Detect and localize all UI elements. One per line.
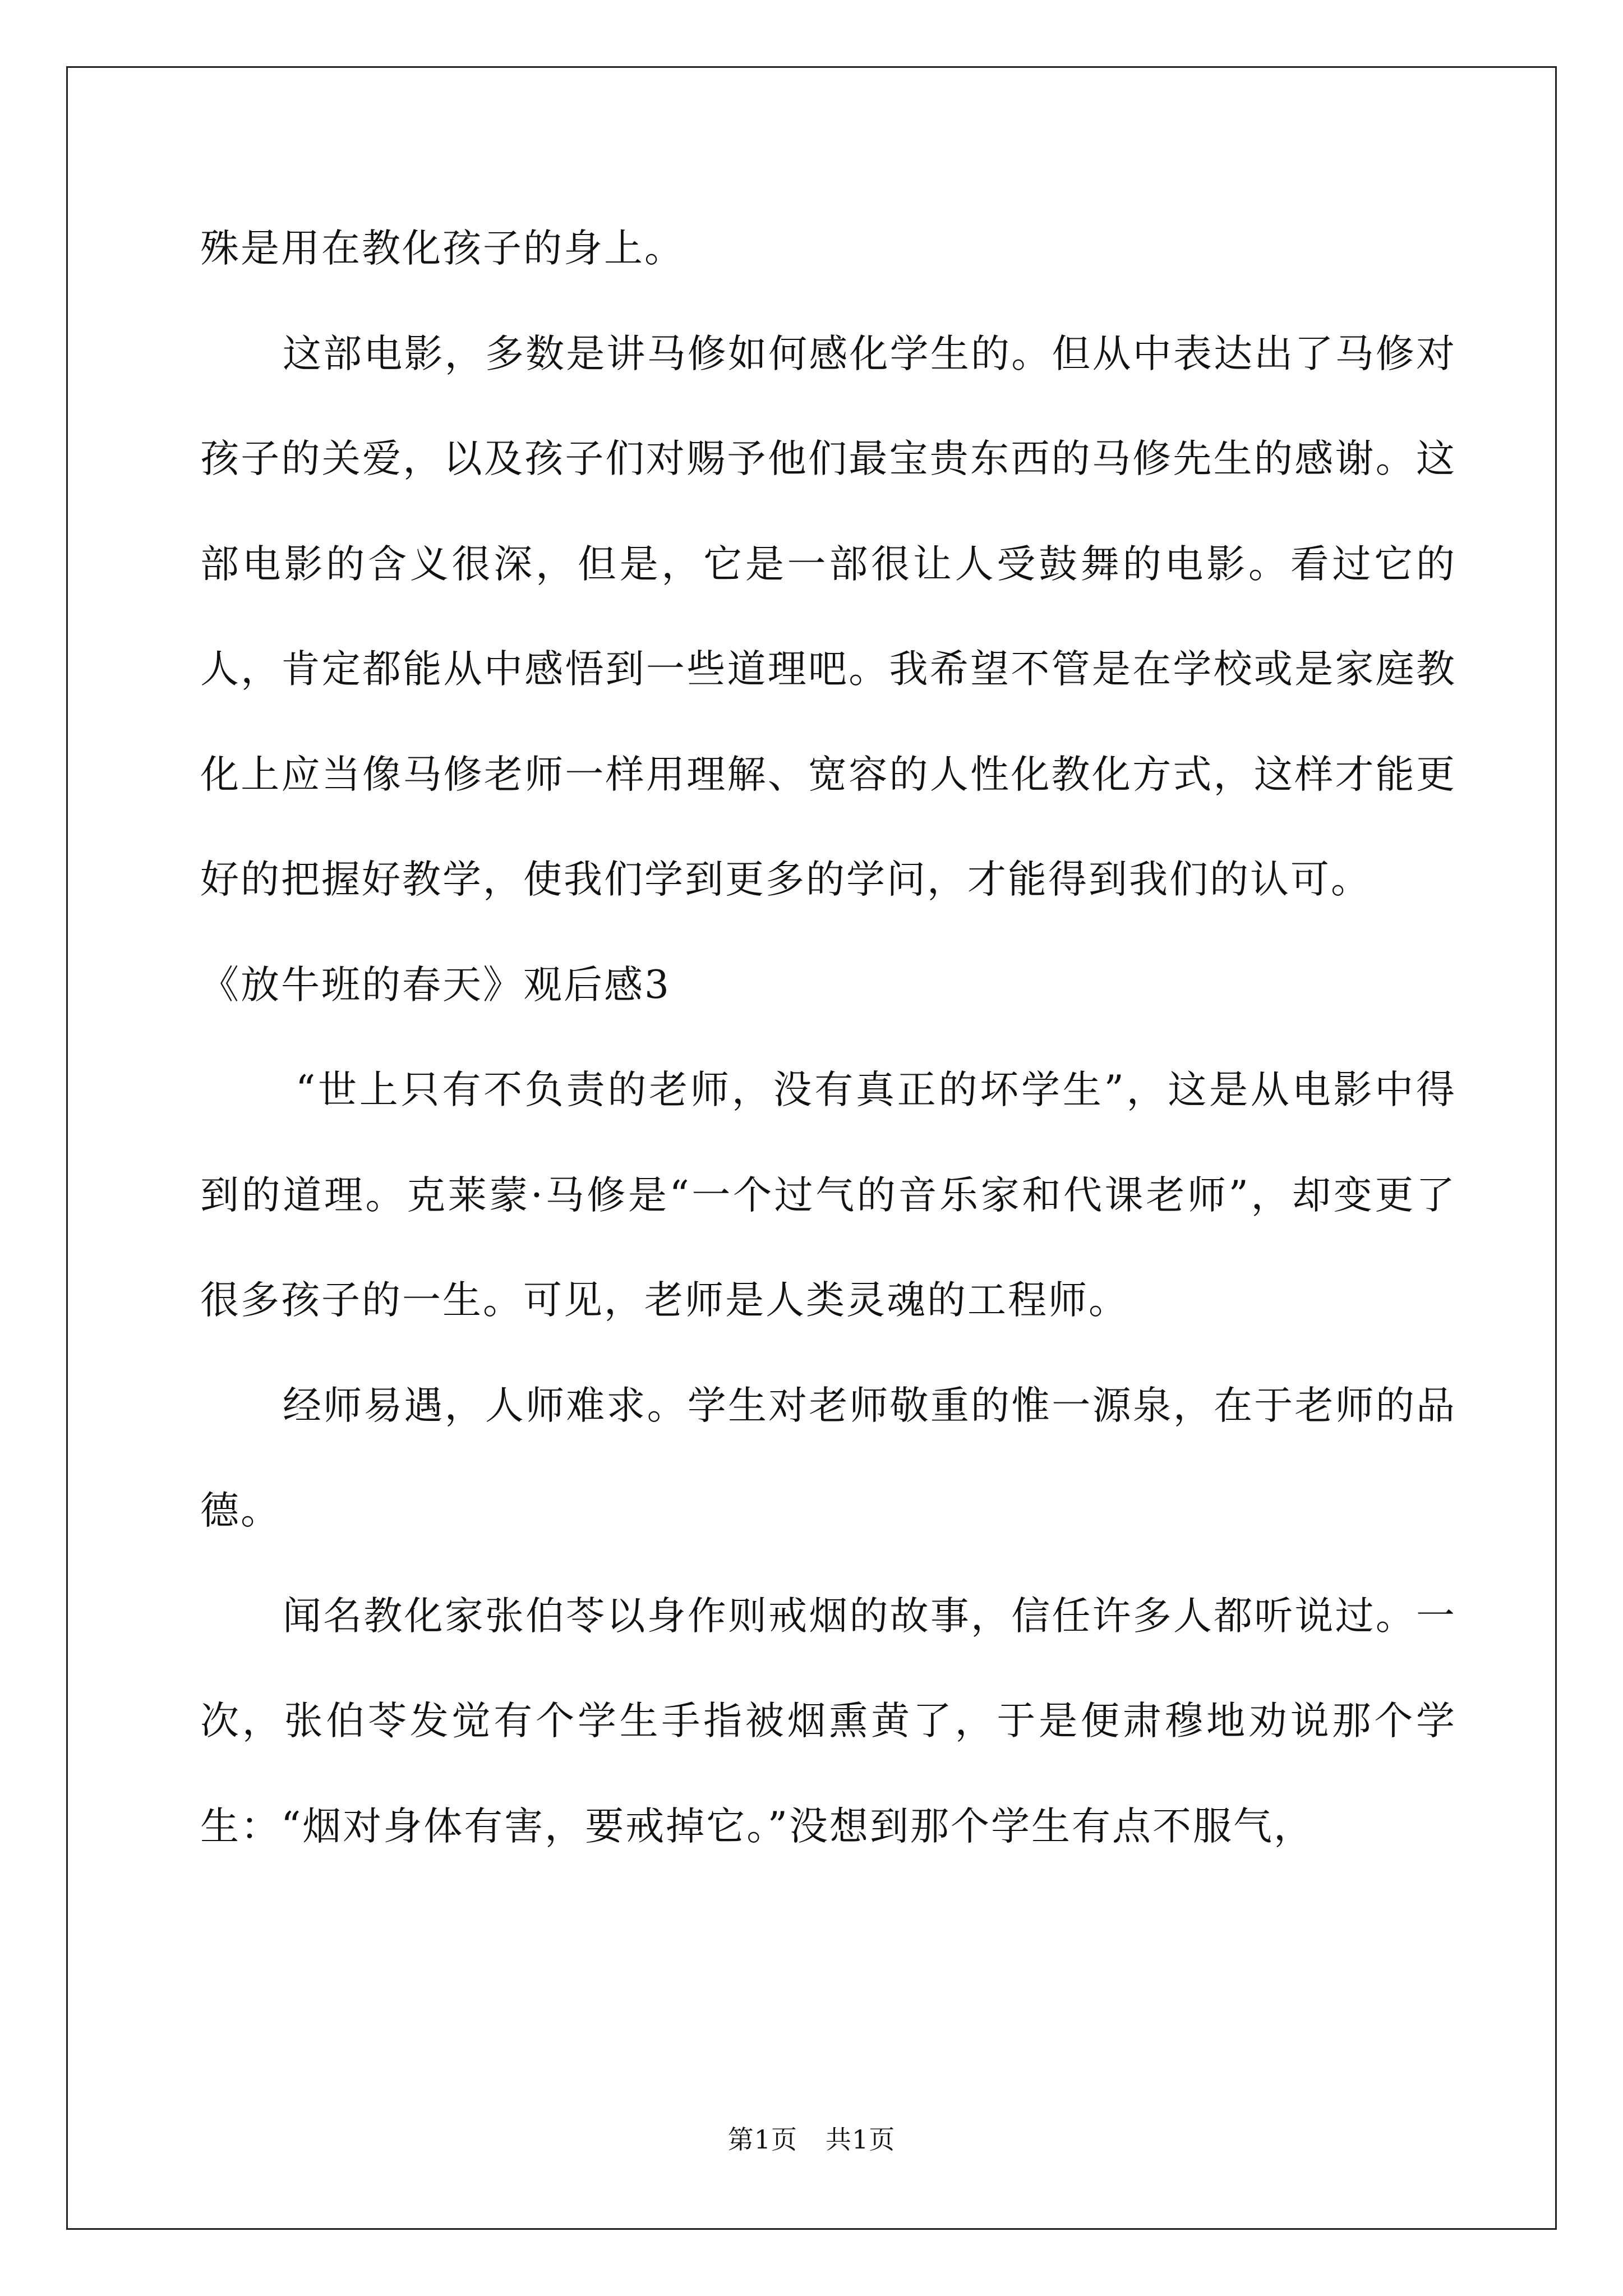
page-number: 第1页 bbox=[727, 2124, 797, 2155]
paragraph: 殊是用在教化孩子的身上。 bbox=[200, 226, 685, 271]
section-heading: 《放牛班的春天》观后感3 bbox=[200, 962, 671, 1007]
page-total: 共1页 bbox=[826, 2124, 896, 2155]
paragraph: 经师易遇，人师难求。学生对老师敬重的惟一源泉，在于老师的品德。 bbox=[200, 1383, 1456, 1533]
page-footer bbox=[0, 2119, 1623, 2156]
paragraph: 这部电影，多数是讲马修如何感化学生的。但从中表达出了马修对孩子的关爱，以及孩子们对赐予他们最宝贵东西的马修先生的感谢。这部电影的含义很深，但是，它是一部很让人受鼓舞的电影。看过它的人，肯定都能从中感悟到一些道理吧。我希望不管是在学校或是家庭教化上应当像马修老师一样用理解、宽容的人性化教化方式，这样才能更好的把握好教学，使我们学到更多的学问，才能得到我们的认可。 bbox=[200, 331, 1456, 902]
document-body bbox=[200, 196, 1456, 1879]
paragraph: “世上只有不负责的老师，没有真正的坏学生”，这是从电影中得到的道理。克莱蒙·马修是“一个过气的音乐家和代课老师”，却变更了很多孩子的一生。可见，老师是人类灵魂的工程师。 bbox=[200, 1068, 1456, 1323]
paragraph: 闻名教化家张伯苓以身作则戒烟的故事，信任许多人都听说过。一次，张伯苓发觉有个学生手指被烟熏黄了，于是便肃穆地劝说那个学生：“烟对身体有害，要戒掉它。”没想到那个学生有点不服气， bbox=[200, 1593, 1456, 1849]
